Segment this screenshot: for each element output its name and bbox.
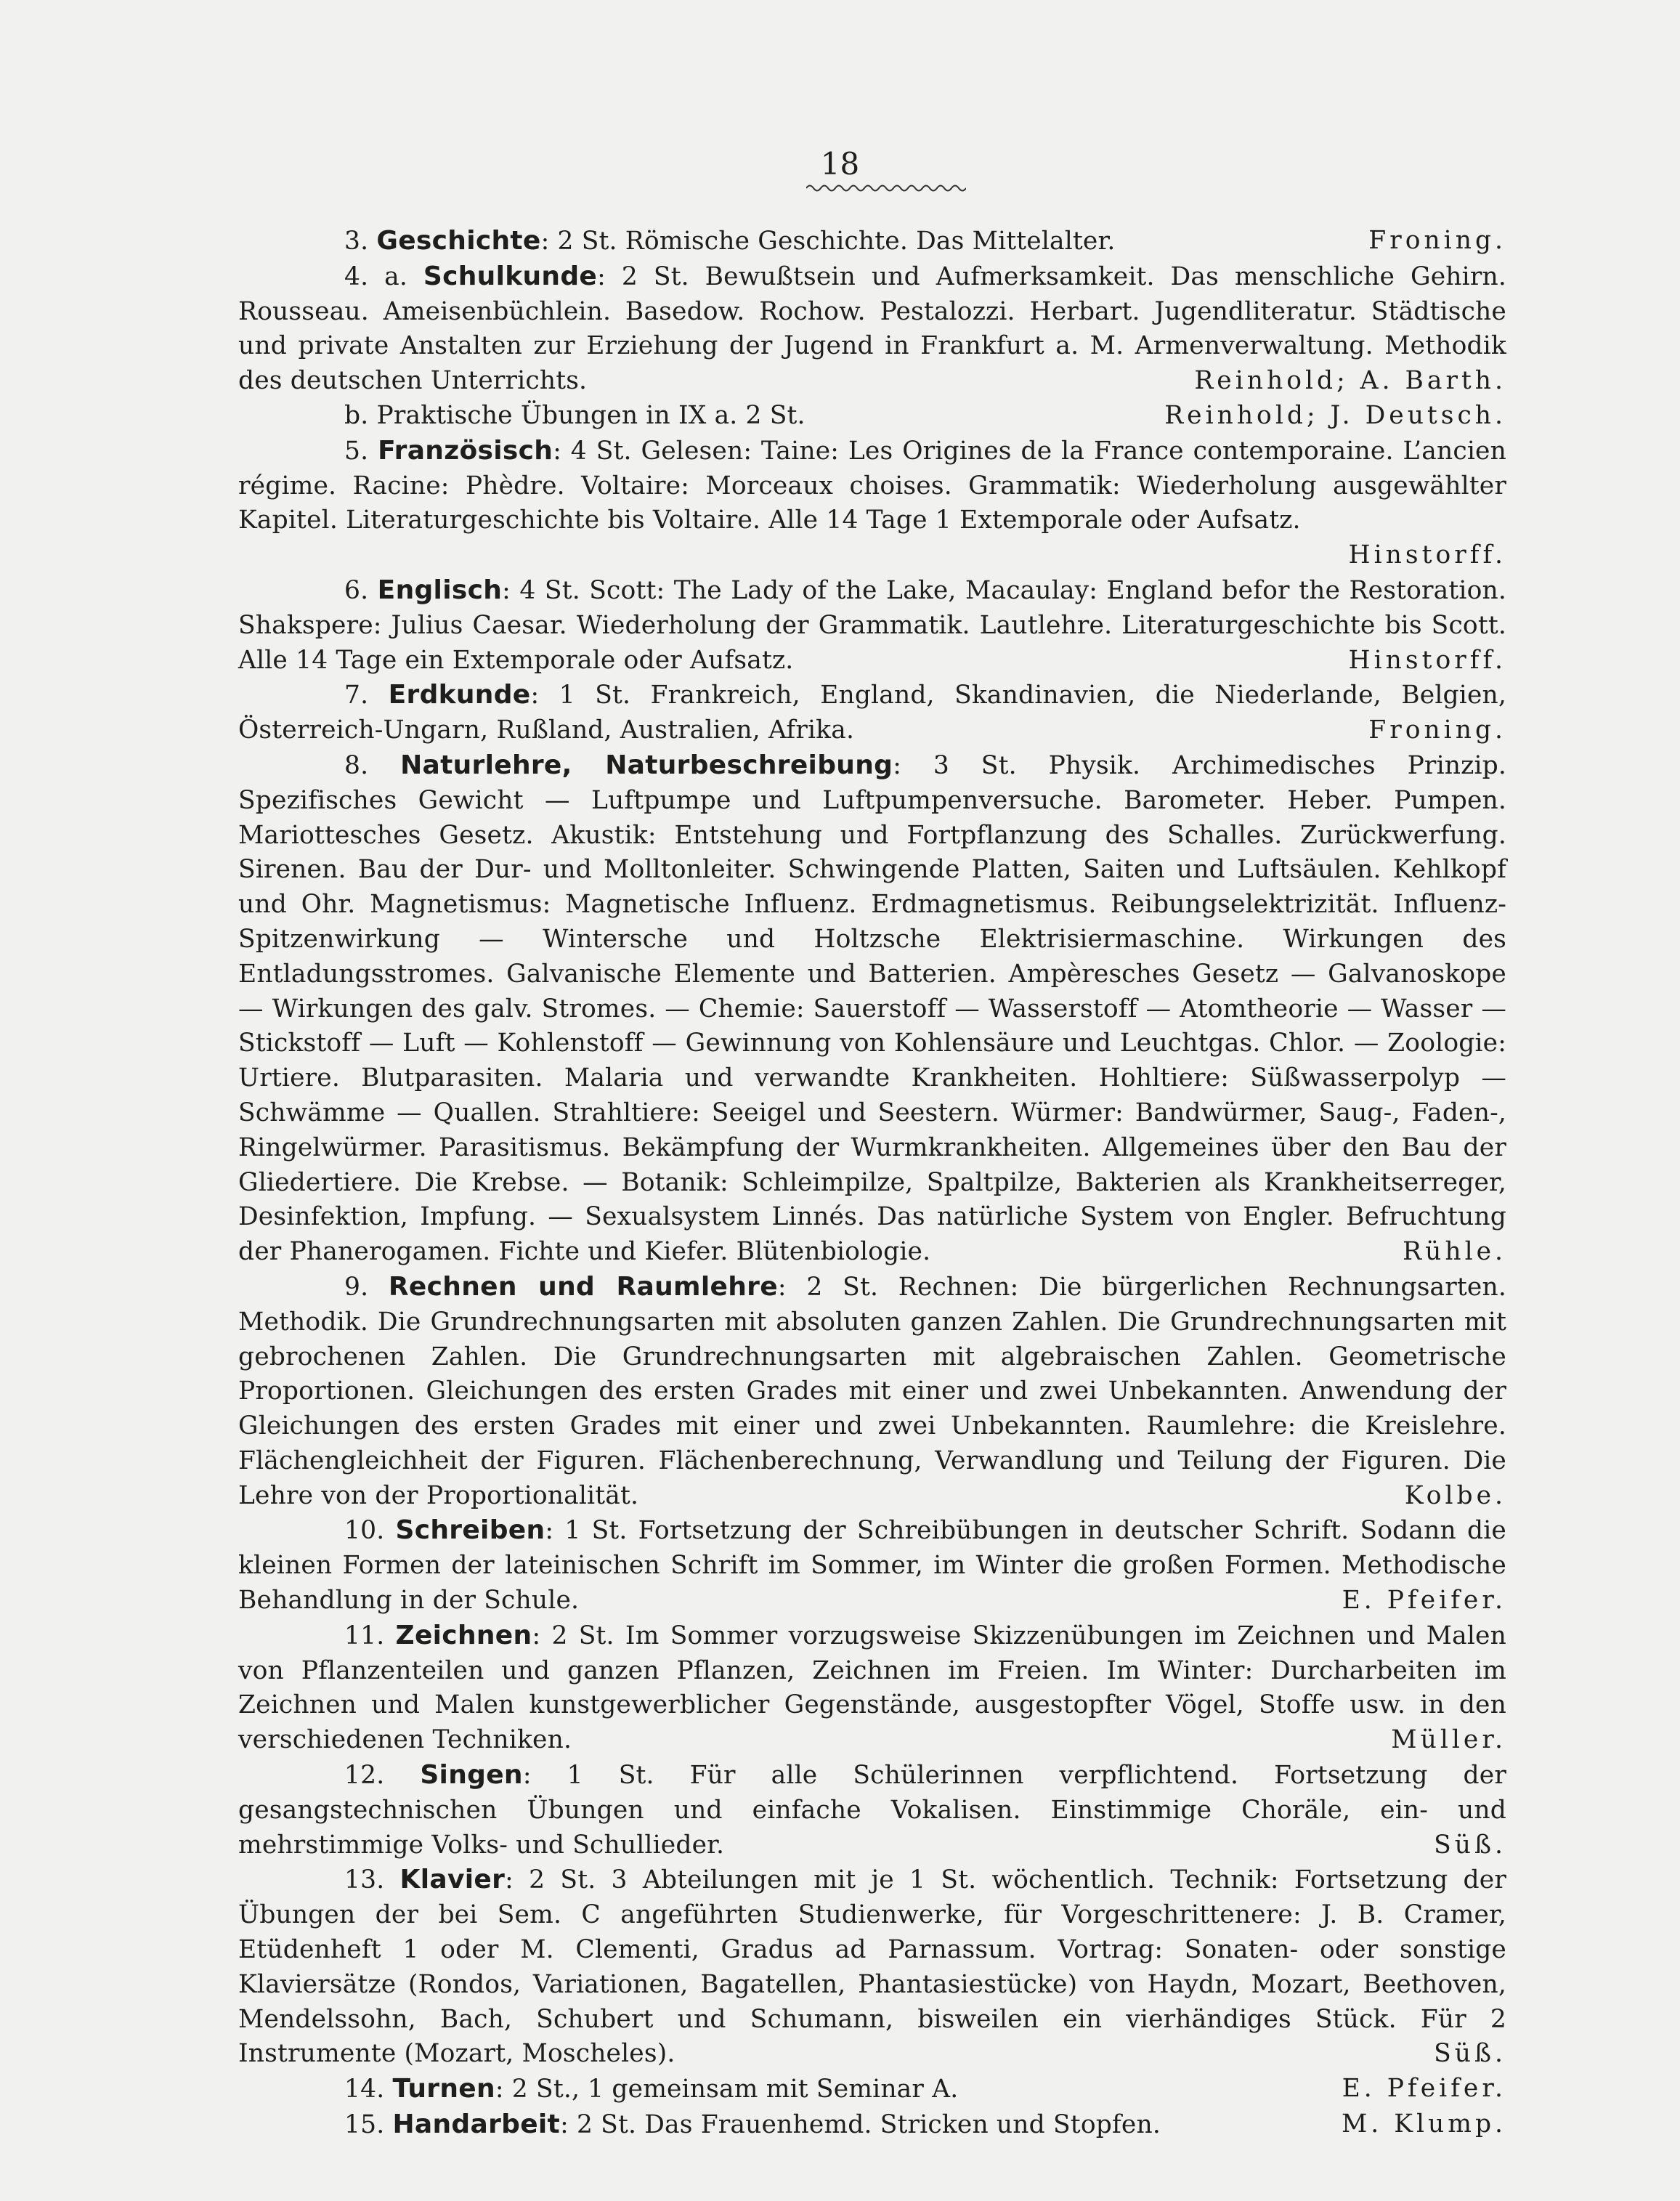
section-number: 14. [344,2075,385,2104]
section-naturlehre [238,748,1506,1270]
section-rechnen [238,1270,1506,1514]
section-englisch [238,573,1506,678]
teacher-name: E. Pfeifer. [1342,1586,1506,1616]
section-text: : 2 St., 1 gemeinsam mit Seminar A. [495,2075,959,2104]
section-heading: Singen [420,1760,523,1791]
section-text: : 1 St. Frankreich, England, Skandinavien, die Niederlande, Belgien, Österreich-Ungarn, Rußland, Australien, Afrika. [238,681,1506,745]
section-text: : 2 St. Im Sommer vorzugsweise Skizzenübungen im Zeichnen und Malen von Pflanzenteilen und ganzen Pflanzen, Zeichnen im Freien. Im Winter: Durcharbeiten im Zeichnen und Malen kunstgewerblicher Gegenstände, ausgestopfter Vögel, Stoffe usw. in den verschiedenen Techniken. [238,1621,1506,1755]
section-text: : 2 St. 3 Abteilungen mit je 1 St. wöchentlich. Technik: Fortsetzung der Übungen der bei Sem. C angeführten Studienwerke, für Vorgeschrittenere: J. B. Cramer, Etüdenheft 1 oder M. Clementi, Gradus ad Parnassum. Vortrag: Sonaten- oder sonstige Klaviersätze (Rondos, Variationen, Bagatellen, Phantasiestücke) von Haydn, Mozart, Beethoven, Mendelssohn, Bach, Schubert und Schumann, bisweilen ein vierhändiges Stück. Für 2 Instrumente (Mozart, Moscheles). [238,1865,1506,2069]
section-heading: Erdkunde [388,680,531,710]
section-heading: Englisch [377,575,503,605]
section-number: 15. [344,2110,385,2140]
section-number: 10. [344,1516,385,1546]
teacher-name: Hinstorff. [1348,540,1506,570]
section-heading: Schulkunde [423,261,598,291]
section-geschichte [238,224,1506,259]
section-number: 11. [344,1621,385,1650]
teacher-name: Froning. [1368,226,1506,255]
section-handarbeit [238,2107,1506,2143]
section-text: : 4 St. Gelesen: Taine: Les Origines de la France contemporaine. L’ancien régime. Racine: Phèdre. Voltaire: Morceaux choises. Grammatik: Wiederholung ausgewählter Kapitel. Literaturgeschichte bis Voltaire. Alle 14 Tage 1 Extemporale oder Aufsatz. [238,436,1506,535]
teacher-name: M. Klump. [1341,2109,1506,2139]
section-text: : 1 St. Fortsetzung der Schreibübungen in deutscher Schrift. Sodann die kleinen Formen der lateinischen Schrift im Sommer, im Winter die großen Formen. Methodische Behandlung in der Schule. [238,1516,1506,1616]
teacher-name: Reinhold; A. Barth. [1194,366,1506,396]
section-heading: Handarbeit [392,2109,561,2140]
section-number: 8. [344,750,369,780]
teacher-name: E. Pfeifer. [1342,2074,1506,2104]
page-number: 18 [820,146,860,182]
teacher-name: Süß. [1434,1830,1506,1860]
section-heading: Turnen [392,2074,495,2104]
section-heading: Naturlehre, Naturbeschreibung [400,750,893,780]
section-heading: Klavier [399,1865,506,1895]
section-number: 5. [344,436,369,466]
section-number: 7. [344,681,369,710]
section-number: 3. [344,227,369,256]
section-heading: Rechnen und Raumlehre [388,1271,778,1302]
section-number: 6. [344,575,369,605]
section-franzoesisch [238,434,1506,573]
section-text: : 1 St. Für alle Schülerinnen verpflichtend. Fortsetzung der gesangstechnischen Übungen und einfache Vokalisen. Einstimmige Choräle, ein- und mehrstimmige Volks- und Schullieder. [238,1761,1506,1860]
teacher-name: Reinhold; J. Deutsch. [1164,400,1506,430]
section-text: : 2 St. Das Frauenhemd. Stricken und Stopfen. [560,2110,1161,2140]
teacher-name: Müller. [1391,1725,1506,1755]
section-turnen [238,2072,1506,2107]
section-number: 13. [344,1865,385,1895]
section-text: : 4 St. Scott: The Lady of the Lake, Macaulay: England befor the Restoration. Shakspere: Julius Caesar. Wiederholung der Grammatik. Lautlehre. Literaturgeschichte bis Scott. Alle 14 Tage ein Extemporale oder Aufsatz. [238,575,1506,675]
section-schulkunde [238,259,1506,399]
teacher-name: Froning. [1368,716,1506,745]
teacher-name: Hinstorff. [1348,645,1506,675]
section-text: : 3 St. Physik. Archimedisches Prinzip. Spezifisches Gewicht — Luftpumpe und Luftpumpenversuche. Barometer. Heber. Pumpen. Mariottesches Gesetz. Akustik: Entstehung und Fortpflanzung des Schalles. Zurückwerfung. Sirenen. Bau der Dur- und Molltonleiter. Schwingende Platten, Saiten und Luftsäulen. Kehlkopf und Ohr. Magnetismus: Magnetische Influenz. Erdmagnetismus. Reibungselektrizität. Influenz-Spitzenwirkung — Wintersche und Holtzsche Elektrisiermaschine. Wirkungen des Entladungsstromes. Galvanische Elemente und Batterien. Ampèresches Gesetz — Galvanoskope — Wirkungen des galv. Stromes. — Chemie: Sauerstoff — Wasserstoff — Atomtheorie — Wasser — Stickstoff — Luft — Kohlenstoff — Gewinnung von Kohlensäure und Leuchtgas. Chlor. — Zoologie: Urtiere. Blutparasiten. Malaria und verwandte Krankheiten. Hohltiere: Süßwasserpolyp — Schwämme — Quallen. Strahltiere: Seeigel und Seestern. Würmer: Bandwürmer, Saug-, Faden-, Ringelwürmer. Parasitismus. Bekämpfung der Wurmkrankheiten. Allgemeines über den Bau der Gliedertiere. Die Krebse. — Botanik: Schleimpilze, Spaltpilze, Bakterien als Krankheitserreger, Desinfektion, Impfung. — Sexualsystem Linnés. Das natürliche System von Engler. Befruchtung der Phanerogamen. Fichte und Kiefer. Blütenbiologie. [238,750,1506,1267]
section-text: : 2 St. Rechnen: Die bürgerlichen Rechnungsarten. Methodik. Die Grundrechnungsarten mit absoluten ganzen Zahlen. Die Grundrechnungsarten mit gebrochenen Zahlen. Die Grundrechnungsarten mit algebraischen Zahlen. Geometrische Proportionen. Gleichungen des ersten Grades mit einer und zwei Unbekannten. Anwendung der Gleichungen des ersten Grades mit einer und zwei Unbekannten. Raumlehre: die Kreislehre. Flächengleichheit der Figuren. Flächenberechnung, Verwandlung und Teilung der Figuren. Die Lehre von der Proportionalität. [238,1272,1506,1510]
section-number: 12. [344,1761,385,1791]
wavy-ornament-divider [806,182,966,195]
curriculum-body [238,224,1506,2143]
section-number: 9. [344,1272,369,1302]
section-text: b. Praktische Übungen in IX a. 2 St. [344,400,805,430]
section-zeichnen [238,1618,1506,1758]
section-heading: Zeichnen [395,1620,532,1650]
section-schreiben [238,1513,1506,1618]
section-text: : 2 St. Bewußtsein und Aufmerksamkeit. Das menschliche Gehirn. Rousseau. Ameisenbüchlein. Basedow. Rochow. Pestalozzi. Herbart. Jugendliteratur. Städtische und private Anstalten zur Erziehung der Jugend in Frankfurt a. M. Armenverwaltung. Methodik des deutschen Unterrichts. [238,262,1506,396]
section-schulkunde-b [238,399,1506,434]
section-klavier [238,1862,1506,2072]
section-heading: Französisch [378,435,553,466]
teacher-name: Kolbe. [1404,1480,1506,1510]
section-heading: Geschichte [376,226,541,256]
teacher-name: Süß. [1434,2039,1506,2069]
section-singen [238,1758,1506,1862]
teacher-name: Rühle. [1403,1237,1506,1267]
section-heading: Schreiben [395,1515,545,1546]
section-number: 4. a. [344,262,407,291]
section-text: : 2 St. Römische Geschichte. Das Mittelalter. [540,227,1116,256]
section-erdkunde [238,678,1506,748]
